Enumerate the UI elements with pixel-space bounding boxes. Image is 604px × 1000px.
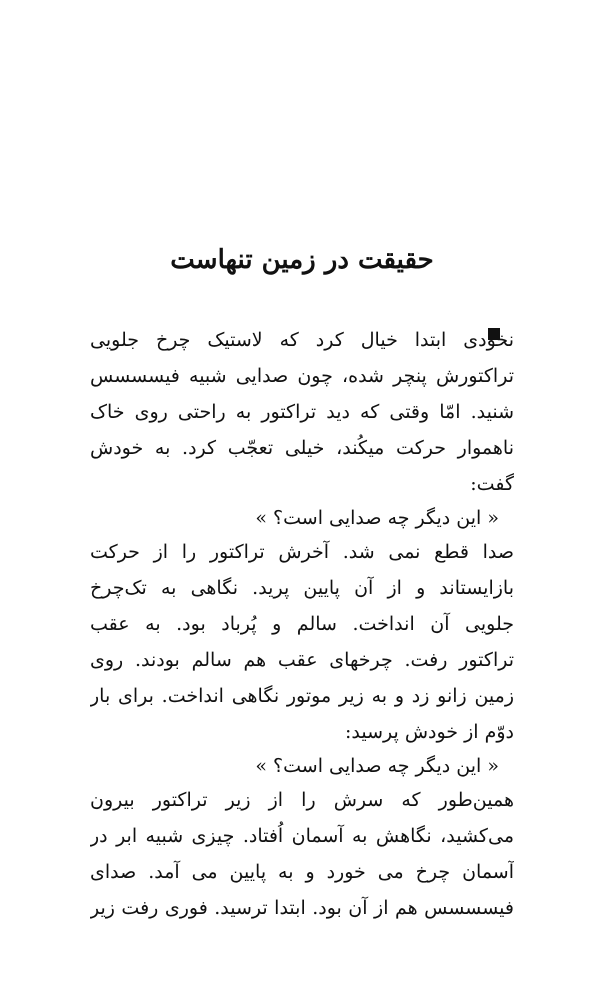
text-line: تراکتورش پنچر شده، چون صدایی شبیه فیسسسس bbox=[90, 365, 514, 387]
text-line: ناهموار حرکت میکُند، خیلی تعجّب کرد. به خودش bbox=[90, 437, 514, 459]
text-line: گفت: bbox=[470, 473, 514, 495]
quote-line: « این دیگر چه صدایی است؟ » bbox=[255, 755, 499, 777]
text-line: صدا قطع نمی شد. آخرش تراکتور را از حرکت bbox=[90, 541, 514, 563]
text-line: می‌کشید، نگاهش به آسمان اُفتاد. چیزی شبیه ابر در bbox=[90, 825, 514, 847]
text-line: دوّم از خودش پرسید: bbox=[345, 721, 514, 743]
text-line: تراکتور رفت. چرخهای عقب هم سالم بودند. روی bbox=[90, 649, 514, 671]
text-line: شنید. امّا وقتی که دید تراکتور به راحتی روی خاک bbox=[90, 401, 514, 423]
text-line: جلویی آن انداخت. سالم و پُرباد بود. به عقب bbox=[90, 613, 514, 635]
chapter-title: حقیقت در زمین تنهاست bbox=[170, 245, 434, 275]
text-line: زمین زانو زد و به زیر موتور نگاهی انداخت. برای بار bbox=[90, 685, 514, 707]
text-line: آسمان چرخ می خورد و به پایین می آمد. صدای bbox=[90, 861, 514, 883]
quote-line: « این دیگر چه صدایی است؟ » bbox=[255, 507, 499, 529]
text-line: فیسسسس هم از آن بود. ابتدا ترسید. فوری رفت زیر bbox=[90, 897, 514, 919]
text-line: نخودی ابتدا خیال کرد که لاستیک چرخ جلویی bbox=[90, 329, 514, 351]
text-line: همین‌طور که سرش را از زیر تراکتور بیرون bbox=[90, 789, 514, 811]
text-line: بازایستاند و از آن پایین پرید. نگاهی به تک‌چرخ bbox=[90, 577, 514, 599]
